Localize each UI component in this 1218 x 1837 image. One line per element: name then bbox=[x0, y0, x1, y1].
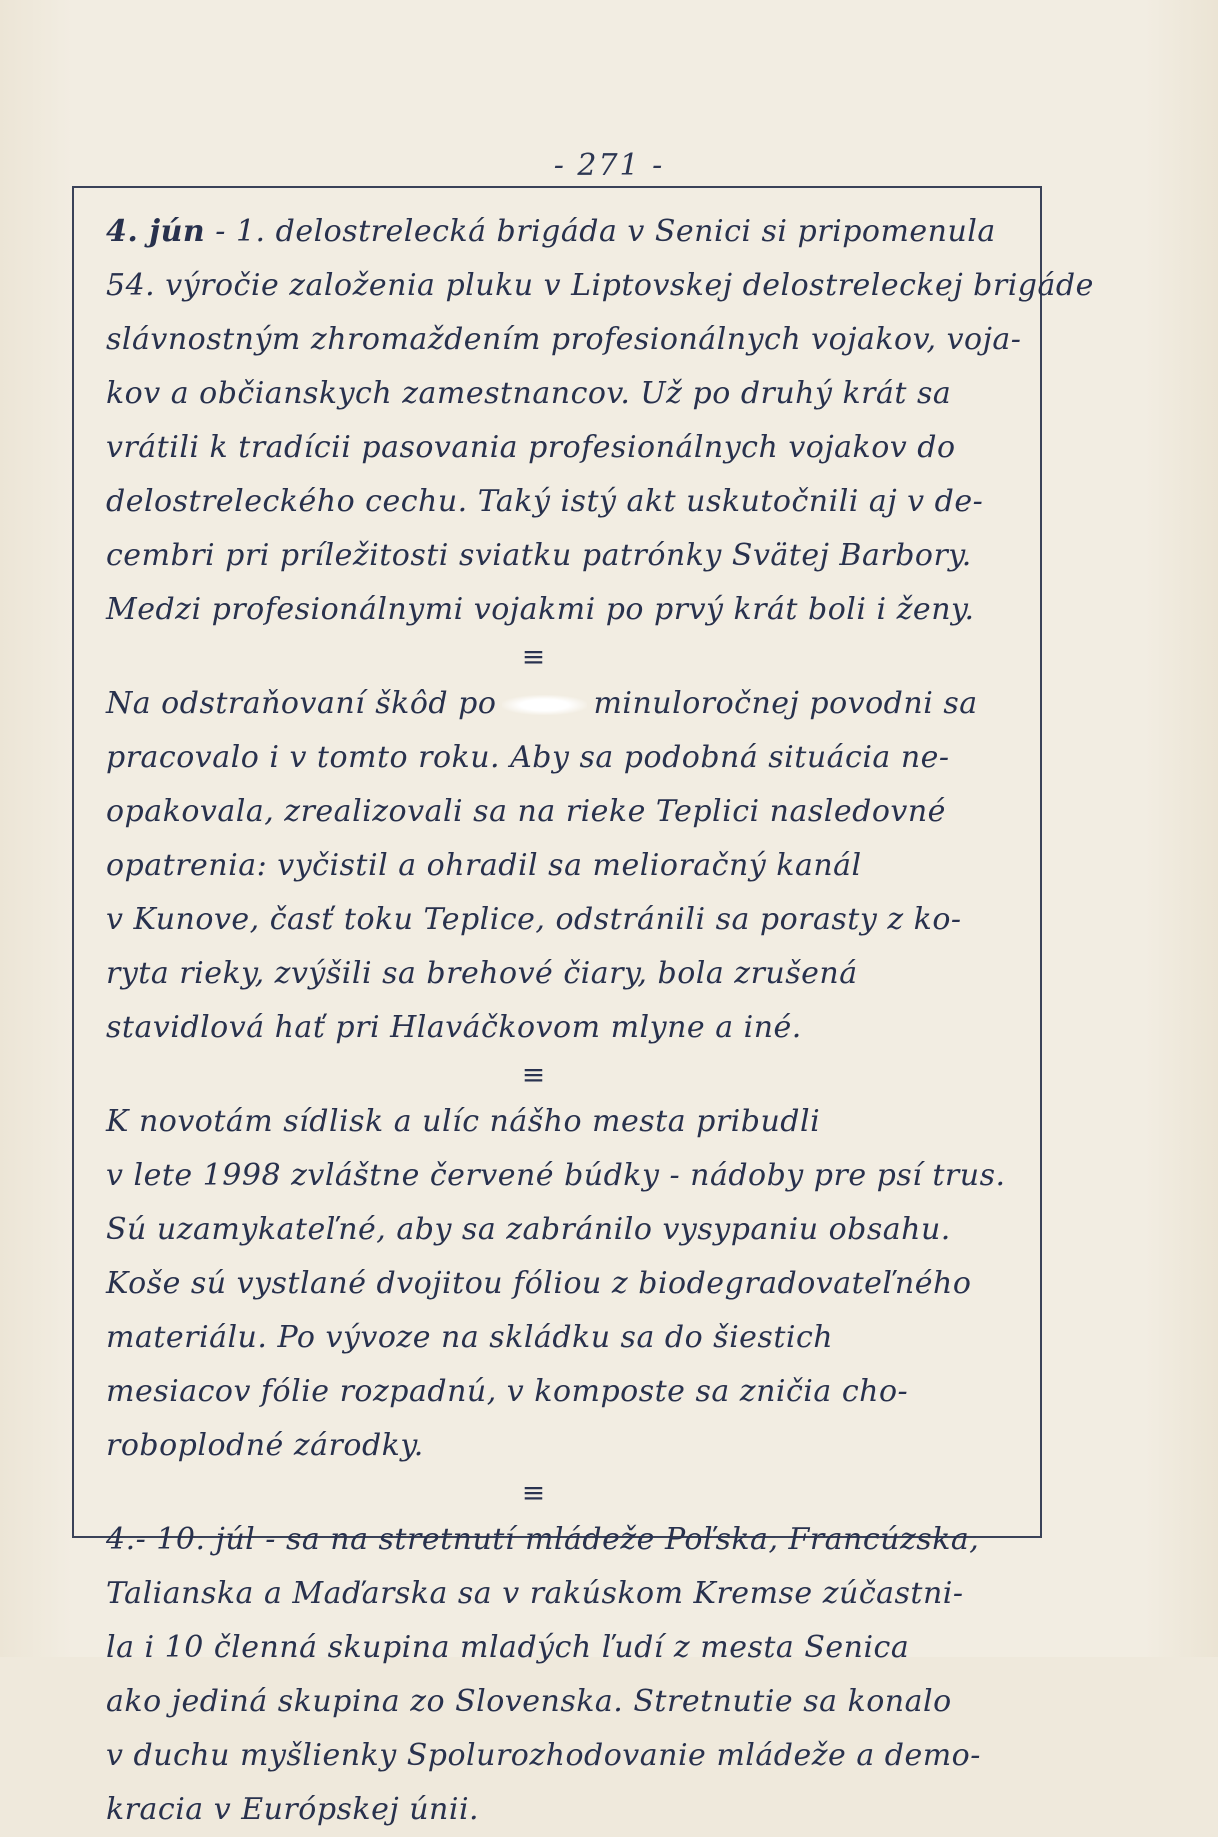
text-line: mesiacov fólie rozpadnú, v komposte sa zničia cho- bbox=[106, 1374, 909, 1409]
text-line: Sú uzamykateľné, aby sa zabránilo vysypaniu obsahu. bbox=[106, 1212, 951, 1247]
text-line-part: Na odstraňovaní škôd po bbox=[106, 686, 497, 721]
text-line bbox=[106, 677, 1021, 731]
text-line: la i 10 členná skupina mladých ľudí z mesta Senica bbox=[106, 1630, 910, 1665]
entry-dog-waste-bins bbox=[106, 1095, 1021, 1473]
text-line: materiálu. Po vývoze na skládku sa do šiestich bbox=[106, 1320, 834, 1355]
chronicle-text bbox=[106, 205, 1094, 1837]
text-line: K novotám sídlisk a ulíc nášho mesta pribudli bbox=[106, 1104, 821, 1139]
text-line bbox=[106, 205, 1021, 259]
text-line: Koše sú vystlané dvojitou fóliou z biodegradovateľného bbox=[106, 1266, 972, 1301]
section-separator: ≡ bbox=[521, 1476, 546, 1509]
text-line: vrátili k tradícii pasovania profesionálnych vojakov do bbox=[106, 430, 956, 465]
text-line: slávnostným zhromaždením profesionálnych vojakov, voja- bbox=[106, 322, 1022, 357]
section-separator: ≡ bbox=[521, 1058, 546, 1091]
text-line: Medzi profesionálnymi vojakmi po prvý krát boli i ženy. bbox=[106, 592, 975, 627]
text-line: cembri pri príležitosti sviatku patrónky Svätej Barbory. bbox=[106, 538, 972, 573]
text-line: opakovala, zrealizovali sa na rieke Teplici nasledovné bbox=[106, 794, 946, 829]
section-separator: ≡ bbox=[521, 640, 546, 673]
text-line: stavidlová hať pri Hlaváčkovom mlyne a iné. bbox=[106, 1010, 802, 1045]
text-line: 4.- 10. júl - sa na stretnutí mládeže Poľska, Francúzska, bbox=[106, 1522, 980, 1557]
text-line: roboplodné zárodky. bbox=[106, 1428, 424, 1463]
text-line-rest: - 1. delostrelecká brigáda v Senici si pripomenula bbox=[205, 214, 996, 249]
erased-word-smudge bbox=[502, 695, 587, 715]
page-number: - 271 - bbox=[553, 148, 665, 183]
text-line: v lete 1998 zvláštne červené búdky - nádoby pre psí trus. bbox=[106, 1158, 1006, 1193]
text-line: kov a občianskych zamestnancov. Už po druhý krát sa bbox=[106, 376, 952, 411]
entry-youth-meeting bbox=[106, 1513, 1021, 1837]
text-line: Talianska a Maďarska sa v rakúskom Kremse zúčastni- bbox=[106, 1576, 964, 1611]
entry-artillery-brigade bbox=[106, 205, 1094, 637]
text-line: v duchu myšlienky Spolurozhodovanie mládeže a demo- bbox=[106, 1738, 981, 1773]
text-line: ako jediná skupina zo Slovenska. Stretnutie sa konalo bbox=[106, 1684, 952, 1719]
text-line: v Kunove, časť toku Teplice, odstránili sa porasty z ko- bbox=[106, 902, 962, 937]
text-line: kracia v Európskej únii. bbox=[106, 1792, 480, 1827]
text-line: pracovalo i v tomto roku. Aby sa podobná situácia ne- bbox=[106, 740, 950, 775]
text-line: 54. výročie založenia pluku v Liptovskej delostreleckej brigáde bbox=[106, 268, 1094, 303]
entry-flood-repair bbox=[106, 677, 1021, 1055]
text-line: opatrenia: vyčistil a ohradil sa melioračný kanál bbox=[106, 848, 862, 883]
text-line: ryta rieky, zvýšili sa brehové čiary, bola zrušená bbox=[106, 956, 858, 991]
text-line: delostreleckého cechu. Taký istý akt uskutočnili aj v de- bbox=[106, 484, 984, 519]
entry-date-prefix: 4. jún bbox=[106, 214, 206, 249]
text-line-part: minuloročnej povodni sa bbox=[593, 686, 978, 721]
